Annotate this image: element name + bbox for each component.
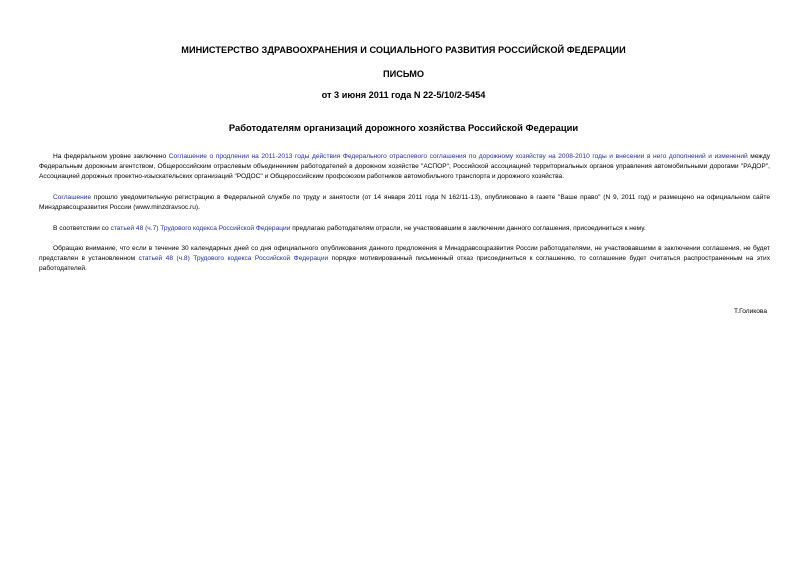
paragraph-2-text xyxy=(39,193,770,213)
paragraph-4-part-1: Обращаю внимание, что если в течение 30 календарных дней со дня официального опубликования данного предложения в Минздравсоцразвития России работодателями, не участвовавшими в заключении соглашения, не будет представлен в установленном xyxy=(39,245,770,262)
paragraph-1-part-1: На федеральном уровне заключено xyxy=(53,153,169,160)
labor-code-article-48-part-7-link[interactable]: статьей 48 (ч.7) Трудового кодекса Российской Федерации xyxy=(110,225,291,232)
document-type: ПИСЬМО xyxy=(382,69,425,79)
paragraph-1 xyxy=(39,152,770,182)
paragraph-4-part-2: порядке мотивированный письменный отказ присоединиться к соглашению, то соглашение будет считаться распространенным на этих работодателей. xyxy=(39,255,770,272)
paragraph-3-part-1: В соответствии со xyxy=(53,225,111,232)
paragraph-4 xyxy=(39,244,770,274)
signature: Т.Голикова xyxy=(733,308,767,315)
labor-code-article-48-part-8-link[interactable]: статьей 48 (ч.8) Трудового кодекса Российской Федерации xyxy=(138,255,329,262)
paragraph-4-text xyxy=(39,244,770,274)
paragraph-2 xyxy=(39,193,770,213)
agreement-link[interactable]: Соглашение xyxy=(53,194,92,201)
addressee-heading: Работодателям организаций дорожного хозяйства Российской Федерации xyxy=(228,122,579,133)
paragraph-1-part-2: между Федеральным дорожным агентством, Общероссийским отраслевым объединением работодателей в дорожном хозяйстве "АСПОР", Российской ассоциацией территориальных органов управления автомобильными дорогами "РАДОР", Ассоциацией дорожных проектно-изыскательских организаций "РОДОС" и Общероссийским профсоюзом работников автомобильного транспорта и дорожного хозяйства. xyxy=(39,153,770,180)
paragraph-2-part-1: прошло уведомительную регистрацию в Федеральной службе по труду и занятости (от 14 января 2011 года N 162/11-13), опубликовано в газете "Ваше право" (N 9, 2011 год) и размещено на официальном сайте Минздравсоцразвития России (www.minzdravsoc.ru). xyxy=(39,194,770,211)
paragraph-1-text xyxy=(39,152,770,182)
paragraph-3 xyxy=(39,224,770,234)
paragraph-3-part-2: предлагаю работодателям отрасли, не участвовавшим в заключении данного соглашения, присоединиться к нему. xyxy=(290,225,646,232)
agreement-extension-link[interactable]: Соглашение о продлении на 2011-2013 годы действия Федерального отраслевого соглашения по дорожному хозяйству на 2008-2010 годы и внесении в него дополнений и изменений xyxy=(168,153,748,160)
paragraph-3-text xyxy=(39,224,770,234)
document-date-number: от 3 июня 2011 года N 22-5/10/2-5454 xyxy=(321,90,486,100)
ministry-heading: МИНИСТЕРСТВО ЗДРАВООХРАНЕНИЯ И СОЦИАЛЬНОГО РАЗВИТИЯ РОССИЙСКОЙ ФЕДЕРАЦИИ xyxy=(181,45,626,55)
